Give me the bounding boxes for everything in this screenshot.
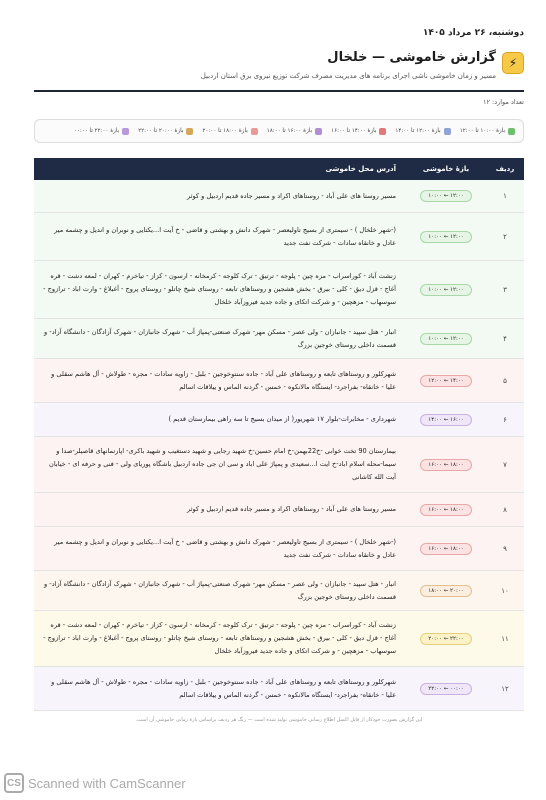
outage-table [34, 158, 524, 711]
time-range-badge: ۱۶:۰۰ ← ۱۸:۰۰ [420, 543, 471, 555]
outage-range-cell [406, 504, 486, 516]
outage-range-cell [406, 459, 486, 471]
address-cell: مسیر روستا های علی آباد - روستاهای اکراد و مسیر جاده قدیم اردبیل و کوثر [187, 191, 396, 200]
legend-swatch [379, 128, 386, 135]
table-row [34, 261, 524, 319]
address-cell: زنشت آباد - کوراسراب - مزه چین - پلوجه - ترتیق - ترک کلوجه - کرمخانه - ارسون - کزاز - تیاخرم - کهران - لمعه دشت - قره آغاج - قزل دیق - کلی - بیرق - بخش هشجین و روستاهای تابعه - روستای شیخ چاتلو - روستای پروج - آغبلاغ - وارت اباد - ترازوج - سوسهاب - مزهچین - و شرکت اتکای و جاده جدید فیروزآباد خلخال [43, 272, 396, 306]
time-range-badge: ۲۲:۰۰ ← ۰۰:۰۰ [420, 683, 471, 695]
table-row [34, 493, 524, 527]
header-row-number: ردیف [495, 165, 515, 173]
legend-swatch [186, 128, 193, 135]
outage-range-cell [406, 375, 486, 387]
row-number: ۴ [503, 334, 507, 343]
footer-note: این گزارش بصورت خودکار از فایل اکسل اطلاع رسانی خاموشی تولید شده است — رنگ هر ردیف براساس بازهٔ زمانی خاموشی آن است. [135, 717, 423, 723]
legend-label: بازهٔ ۱۸:۰۰ تا ۲۰:۰۰ [202, 128, 248, 134]
table-row [34, 437, 524, 493]
outage-range-cell [406, 284, 486, 296]
report-date: دوشنبه، ۲۶ مرداد ۱۴۰۵ [422, 28, 524, 38]
scanner-label: Scanned with CamScanner [28, 775, 186, 791]
legend-item [395, 128, 450, 135]
time-range-badge: ۱۰:۰۰ ← ۱۲:۰۰ [420, 333, 471, 345]
legend-label: بازهٔ ۱۰:۰۰ تا ۱۲:۰۰ [459, 128, 505, 134]
outage-range-cell [406, 414, 486, 426]
time-range-badge: ۱۰:۰۰ ← ۱۲:۰۰ [420, 231, 471, 243]
table-row [34, 319, 524, 359]
address-cell: بیمارستان 90 تخت خوابی -خ22بهمن-خ امام حسین-خ شهید رجایی و شهید دستغیب و شهید باکری- اپارتمانهای قاصیلر-صدا و سیما-محله اسلام اباد-خ ایت ا...سعیدی و پمپاژ علی اباد و سی ان جی جاده اردبیل باشگاه پوریای ولی - فنی و حرفه ای - خیابان آیت الله کاشانی [49, 447, 396, 481]
report-header [22, 42, 524, 88]
time-range-badge: ۱۲:۰۰ ← ۱۴:۰۰ [420, 375, 471, 387]
header-outage-range: بازهٔ خاموشی [422, 165, 470, 173]
legend-item [138, 128, 193, 135]
outage-range-cell [406, 231, 486, 243]
row-number: ۲ [503, 232, 507, 241]
legend-item [267, 128, 322, 135]
legend-item [460, 128, 515, 135]
page-title: گزارش خاموشی — خلخال [327, 50, 496, 65]
legend-item [331, 128, 386, 135]
legend-label: بازهٔ ۱۲:۰۰ تا ۱۴:۰۰ [395, 128, 441, 134]
address-cell: (-شهر خلخال ) - سیمتری از بسیج تاولیعصر - شهرک دانش و بهشتی و قاضی - خ آیت ا...یکتایی و نوبران و اندیل و چشمه میر عادل و خانقاه سادات - شرکت نفت جدید [54, 225, 396, 247]
time-range-badge: ۱۰:۰۰ ← ۱۲:۰۰ [420, 190, 471, 202]
time-range-legend [34, 119, 524, 143]
time-range-badge: ۱۶:۰۰ ← ۱۸:۰۰ [420, 504, 471, 516]
time-range-badge: ۱۴:۰۰ ← ۱۶:۰۰ [420, 414, 471, 426]
camscanner-logo: CS [4, 773, 24, 793]
outage-range-cell [406, 190, 486, 202]
legend-label: بازهٔ ۲۲:۰۰ تا ۰۰:۰۰ [73, 128, 120, 134]
row-number: ۱۲ [501, 684, 509, 693]
outage-range-cell [406, 683, 486, 695]
address-cell: زنشت آباد - کوراسراب - مزه چین - پلوجه - ترتیق - ترک کلوجه - کرمخانه - ارسون - کزاز - تیاخرم - کهران - لمعه دشت - قره آغاج - قزل دیق - کلی - بیرق - بخش هشجین و روستاهای تابعه - روستای شیخ چاتلو - روستای پروج - آغبلاغ - وارت اباد - ترازوج - سوسهاب - مزهچین - و شرکت اتکای و جاده جدید فیروزآباد خلخال [43, 621, 396, 655]
table-row [34, 571, 524, 611]
table-body [34, 180, 524, 711]
row-number: ۳ [503, 285, 507, 294]
time-range-badge: ۱۰:۰۰ ← ۱۲:۰۰ [420, 284, 471, 296]
table-row [34, 180, 524, 213]
row-number: ۷ [503, 460, 507, 469]
page-subtitle: مسیر و زمان خاموشی ناشی اجرای برنامه های مدیریت مصرف شرکت توزیع نیروی برق استان اردبیل [200, 72, 496, 80]
row-number: ۸ [503, 505, 507, 514]
table-row [34, 359, 524, 403]
table-row [34, 403, 524, 437]
address-cell: انبار - هتل سپید - جانبازان - ولی عصر - مسکن مهر- شهرک صنعتی-پمپاژ آب - شهرک جانبازان - شهرک آزادگان - دانشگاه آزاد- و قسمت داخلی روستای خوجین بزرگ [44, 579, 396, 601]
time-range-badge: ۱۸:۰۰ ← ۲۰:۰۰ [420, 585, 471, 597]
outage-range-cell [406, 543, 486, 555]
row-number: ۱ [503, 192, 507, 200]
table-row [34, 527, 524, 571]
row-number: ۶ [503, 415, 507, 424]
header-divider [34, 90, 524, 92]
legend-swatch [251, 128, 258, 135]
row-number: ۵ [503, 376, 507, 385]
outage-range-cell [406, 333, 486, 345]
address-cell: شهرداری - مخابرات-بلوار ۱۷ شهریور( از میدان بسیج تا سه راهی بیمارستان قدیم ) [168, 415, 396, 423]
table-row [34, 667, 524, 711]
table-row [34, 611, 524, 667]
legend-swatch [315, 128, 322, 135]
record-count: تعداد موارد: ۱۲ [482, 98, 524, 106]
legend-swatch [508, 128, 515, 135]
row-number: ۱۱ [501, 634, 509, 643]
legend-label: بازهٔ ۱۴:۰۰ تا ۱۶:۰۰ [331, 128, 377, 134]
address-cell: شهرکلور و روستاهای تابعه و روستاهای علی آباد - جاده سنتوخوجین - بلبل - زاویه سادات - مجره - طولاش - آل هاشم سقلی و علیا - خانقاه- بفراجرد- ایستگاه مالانکوه - خمس - گردنه الماس و ییلاقات اسالم [51, 677, 396, 699]
address-cell: مسیر روستا های علی آباد - روستاهای اکراد و مسیر جاده قدیم اردبیل و کوثر [187, 505, 396, 513]
row-number: ۱۰ [501, 586, 509, 595]
time-range-badge: ۱۶:۰۰ ← ۱۸:۰۰ [420, 459, 471, 471]
header-address: آدرس محل خاموشی [325, 165, 396, 173]
table-row [34, 213, 524, 261]
outage-range-cell [406, 633, 486, 645]
legend-swatch [122, 128, 129, 135]
scanner-watermark [4, 773, 186, 793]
outage-range-cell [406, 585, 486, 597]
legend-swatch [444, 128, 451, 135]
table-header [34, 158, 524, 180]
address-cell: انبار - هتل سپید - جانبازان - ولی عصر - مسکن مهر- شهرک صنعتی-پمپاژ آب - شهرک جانبازان - شهرک آزادگان - دانشگاه آزاد- و قسمت داخلی روستای خوجین بزرگ [44, 327, 396, 349]
legend-item [74, 128, 129, 135]
time-range-badge: ۲۰:۰۰ ← ۲۲:۰۰ [420, 633, 471, 645]
address-cell: شهرکلور و روستاهای تابعه و روستاهای علی آباد - جاده سنتوخوجین - بلبل - زاویه سادات - مجره - طولاش - آل هاشم سقلی و علیا - خانقاه- بفراجرد- ایستگاه مالانکوه - خمس - گردنه الماس و ییلاقات اسالم [51, 369, 396, 391]
address-cell: (-شهر خلخال ) - سیمتری از بسیج تاولیعصر - شهرک دانش و بهشتی و قاضی - خ آیت ا...یکتایی و نوبران و اندیل و چشمه میر عادل و خانقاه سادات - شرکت نفت جدید [54, 537, 396, 559]
legend-item [202, 128, 257, 135]
lightning-icon: ⚡ [502, 52, 524, 74]
legend-label: بازهٔ ۲۰:۰۰ تا ۲۲:۰۰ [138, 128, 184, 134]
legend-label: بازهٔ ۱۶:۰۰ تا ۱۸:۰۰ [266, 128, 313, 134]
row-number: ۹ [503, 544, 507, 553]
